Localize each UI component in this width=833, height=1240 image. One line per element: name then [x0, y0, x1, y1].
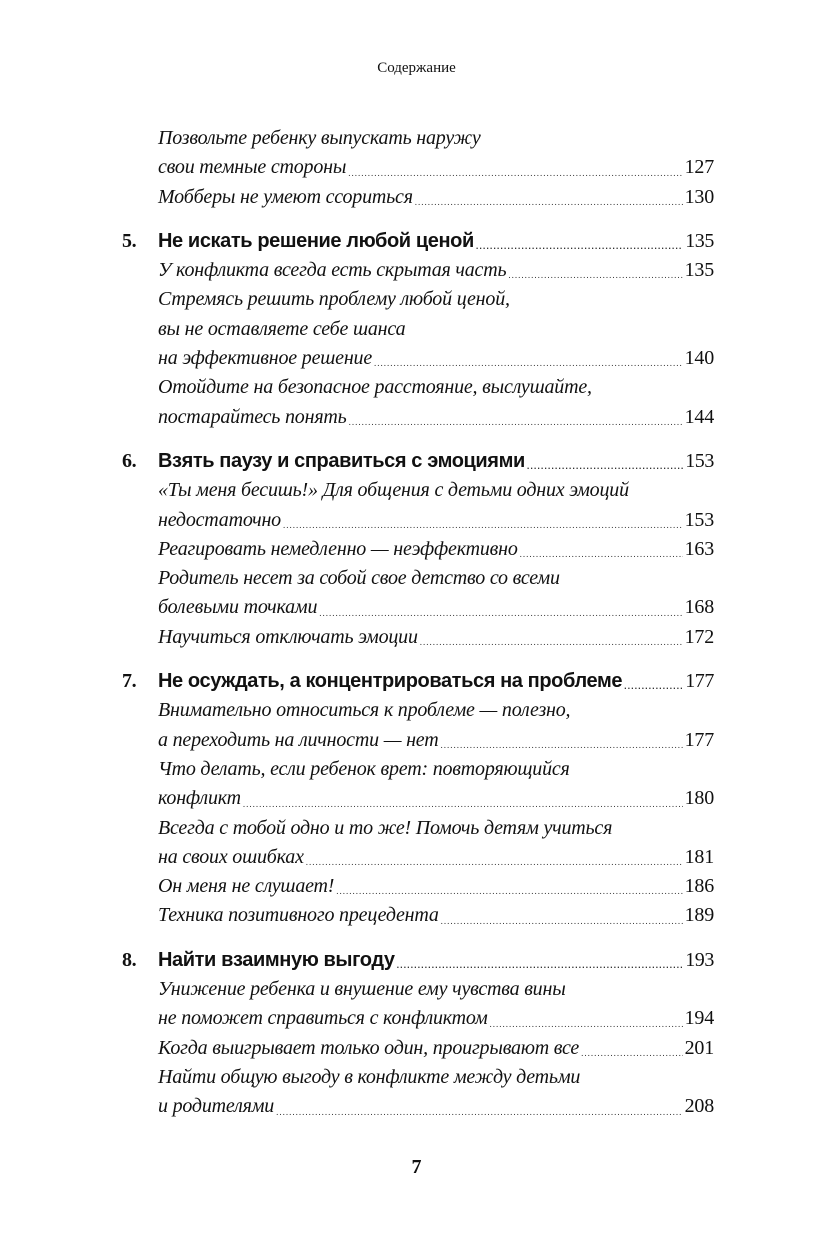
entry-page-number: 135	[684, 259, 714, 282]
toc-line	[122, 696, 714, 725]
entry-title: «Ты меня бесишь!» Для общения с детьми одних эмоций	[158, 479, 629, 502]
entry-page-number: 201	[684, 1036, 714, 1059]
toc-line	[122, 183, 714, 212]
entry-title: Позвольте ребенку выпускать наружу	[158, 127, 481, 149]
entry-title: на эффективное решение	[158, 347, 373, 370]
entry-page-number: 186	[684, 875, 714, 898]
entry-page-number: 180	[684, 787, 714, 810]
toc-section-entry[interactable]	[122, 975, 714, 1034]
entry-page-number: 177	[684, 728, 714, 751]
entry-title: Стремясь решить проблему любой ценой,	[158, 288, 510, 311]
dot-leader	[490, 1014, 683, 1034]
toc-line	[122, 946, 714, 975]
toc-chapter-entry[interactable]	[122, 667, 714, 696]
entry-page-number: 153	[684, 508, 714, 531]
entry-title: Что делать, если ребенок врет: повторяющийся	[158, 757, 570, 780]
entry-title: Взять паузу и справиться с эмоциями	[158, 449, 525, 472]
toc-line	[122, 344, 714, 373]
dot-leader	[243, 794, 683, 814]
entry-title: Отойдите на безопасное расстояние, выслушайте,	[158, 376, 592, 399]
toc-section-entry[interactable]	[122, 373, 714, 432]
toc-line	[122, 535, 714, 564]
toc-line	[122, 623, 714, 652]
chapter-number: 7.	[122, 670, 137, 693]
entry-title: не поможет справиться с конфликтом	[158, 1007, 488, 1030]
dot-leader	[349, 412, 683, 432]
entry-title: Внимательно относиться к проблеме — полезно,	[158, 699, 571, 722]
entry-title: Он меня не слушает!	[158, 875, 335, 898]
entry-title: вы не оставляете себе шанса	[158, 317, 406, 340]
dot-leader	[527, 456, 683, 476]
toc-chapter-entry[interactable]	[122, 447, 714, 476]
entry-page-number: 140	[684, 347, 714, 370]
dot-leader	[476, 236, 683, 256]
toc-section-entry[interactable]	[122, 535, 714, 564]
entry-page-number: 172	[684, 625, 714, 648]
entry-page-number: 177	[685, 670, 714, 693]
entry-page-number: 135	[685, 229, 714, 252]
toc-line	[122, 256, 714, 285]
toc-section-entry[interactable]	[122, 901, 714, 930]
entry-title: Научиться отключать эмоции	[158, 625, 418, 648]
dot-leader	[581, 1043, 682, 1063]
entry-page-number: 189	[684, 904, 714, 927]
toc-line	[122, 1092, 714, 1121]
toc-section-entry[interactable]	[122, 623, 714, 652]
chapter-number: 8.	[122, 948, 137, 971]
entry-title: Техника позитивного прецедента	[158, 904, 439, 927]
toc-line	[122, 901, 714, 930]
toc-chapter-entry[interactable]	[122, 946, 714, 975]
toc-section-entry[interactable]	[122, 564, 714, 623]
dot-leader	[420, 632, 683, 652]
toc-line	[122, 593, 714, 622]
entry-title: Не искать решение любой ценой	[158, 229, 474, 252]
entry-title: постарайтесь понять	[158, 405, 347, 428]
dot-leader	[276, 1102, 683, 1122]
dot-leader	[440, 735, 682, 755]
toc-line	[122, 975, 714, 1004]
toc-line	[122, 814, 714, 843]
chapter-number: 5.	[122, 229, 137, 252]
entry-title: и родителями	[158, 1095, 275, 1118]
dot-leader	[336, 881, 682, 901]
toc-line	[122, 403, 714, 432]
toc-line	[122, 1004, 714, 1033]
entry-page-number: 194	[684, 1007, 714, 1030]
toc-line	[122, 667, 714, 696]
entry-title: свои темные стороны	[158, 156, 347, 179]
dot-leader	[508, 265, 682, 285]
toc-line	[122, 153, 714, 182]
dot-leader	[397, 955, 684, 975]
dot-leader	[624, 676, 683, 696]
entry-title: Когда выигрывает только один, проигрывают все	[158, 1036, 580, 1059]
toc-line	[122, 755, 714, 784]
dot-leader	[520, 544, 683, 564]
dot-leader	[348, 163, 682, 183]
entry-page-number: 153	[685, 449, 714, 472]
entry-title: Найти общую выгоду в конфликте между детьми	[158, 1065, 581, 1088]
entry-title: недостаточно	[158, 508, 281, 531]
toc-line	[122, 872, 714, 901]
toc-section-entry[interactable]	[122, 183, 714, 212]
toc-line	[122, 784, 714, 813]
entry-page-number: 127	[684, 156, 714, 179]
toc-line	[122, 506, 714, 535]
toc-line	[122, 564, 714, 593]
toc-line	[122, 726, 714, 755]
toc-line	[122, 124, 714, 153]
entry-page-number: 168	[684, 596, 714, 619]
entry-page-number: 130	[684, 185, 714, 208]
dot-leader	[283, 515, 683, 535]
entry-title: а переходить на личности — нет	[158, 728, 439, 751]
dot-leader	[415, 192, 683, 212]
entry-title: У конфликта всегда есть скрытая часть	[158, 259, 507, 282]
dot-leader	[441, 911, 683, 931]
entry-title: болевыми точками	[158, 596, 318, 619]
toc-line	[122, 373, 714, 402]
chapter-number: 6.	[122, 449, 137, 472]
toc-line	[122, 227, 714, 256]
dot-leader	[374, 353, 683, 373]
running-header: Содержание	[377, 60, 456, 76]
entry-title: на своих ошибках	[158, 845, 304, 868]
toc-line	[122, 285, 714, 314]
toc-section-entry[interactable]	[122, 256, 714, 285]
table-of-contents	[122, 124, 714, 1122]
toc-line	[122, 447, 714, 476]
toc-section-entry[interactable]	[122, 1034, 714, 1063]
entry-title: Родитель несет за собой свое детство со всеми	[158, 567, 560, 590]
toc-section-entry[interactable]	[122, 285, 714, 373]
entry-title: Не осуждать, а концентрироваться на проблеме	[158, 670, 623, 693]
entry-page-number: 181	[684, 845, 714, 868]
page-number: 7	[411, 1156, 422, 1178]
toc-section-entry[interactable]	[122, 814, 714, 873]
toc-section-entry[interactable]	[122, 1063, 714, 1122]
toc-line	[122, 843, 714, 872]
toc-chapter-entry[interactable]	[122, 227, 714, 256]
toc-section-entry[interactable]	[122, 476, 714, 535]
entry-page-number: 208	[684, 1095, 714, 1118]
toc-line	[122, 476, 714, 505]
entry-title: конфликт	[158, 787, 241, 810]
entry-page-number: 163	[684, 537, 714, 560]
entry-title: Мобберы не умеют ссориться	[158, 185, 413, 208]
dot-leader	[306, 852, 683, 872]
toc-line	[122, 315, 714, 344]
toc-line	[122, 1034, 714, 1063]
entry-page-number: 193	[685, 948, 714, 971]
toc-section-entry[interactable]	[122, 872, 714, 901]
entry-title: Всегда с тобой одно и то же! Помочь детям учиться	[158, 816, 613, 839]
dot-leader	[319, 603, 682, 623]
toc-section-entry[interactable]	[122, 755, 714, 814]
entry-title: Унижение ребенка и внушение ему чувства вины	[158, 978, 566, 1001]
toc-section-entry[interactable]	[122, 124, 714, 183]
entry-page-number: 144	[684, 405, 714, 428]
toc-section-entry[interactable]	[122, 696, 714, 755]
entry-title: Найти взаимную выгоду	[158, 948, 395, 971]
toc-line	[122, 1063, 714, 1092]
entry-title: Реагировать немедленно — неэффективно	[158, 537, 518, 560]
